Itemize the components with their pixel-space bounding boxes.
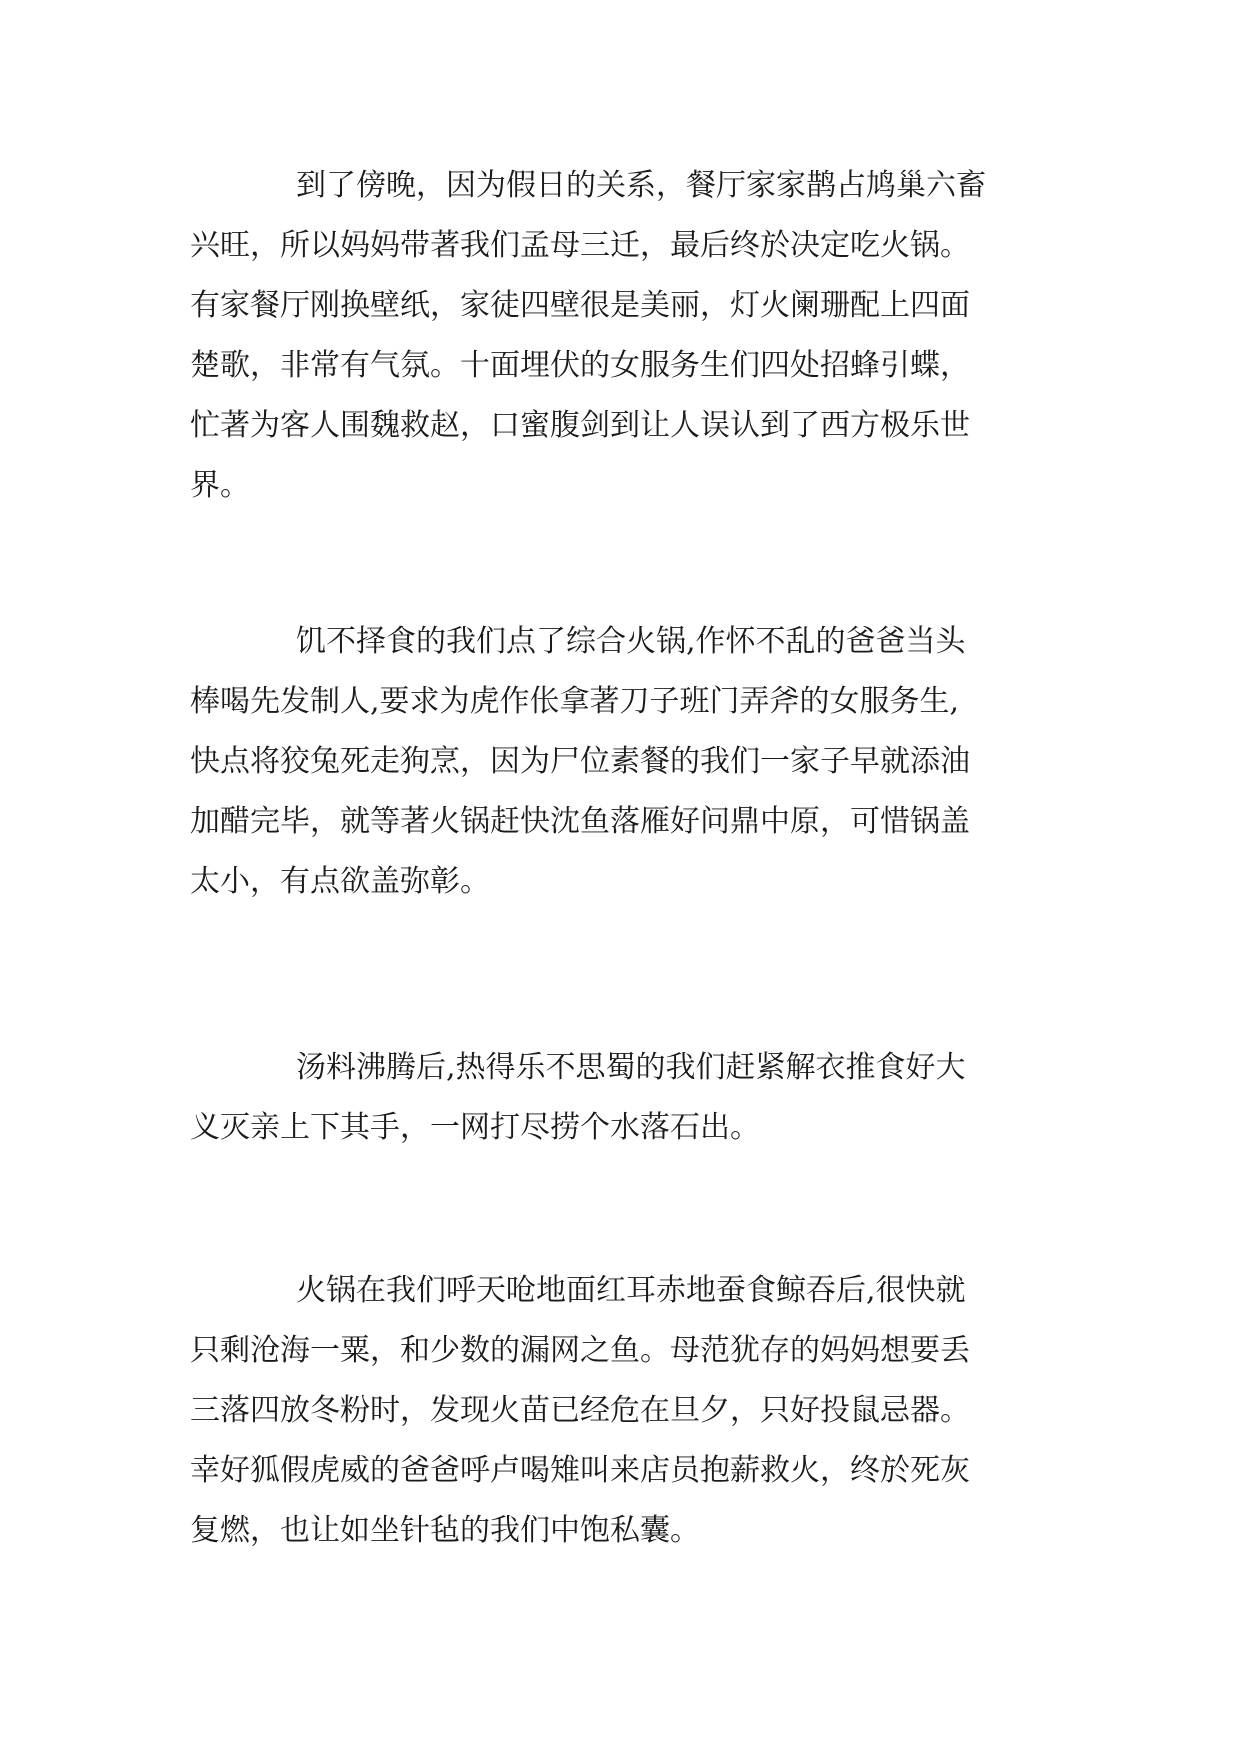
- paragraph-line: 复燃，也让如坐针毡的我们中饱私囊。: [190, 1513, 700, 1548]
- paragraph-2: [190, 612, 1060, 912]
- paragraph-line: 快点将狡兔死走狗烹，因为尸位素餐的我们一家子早就添油: [190, 744, 970, 779]
- paragraph-line: 有家餐厅刚换壁纸，家徒四壁很是美丽，灯火阑珊配上四面: [190, 288, 970, 323]
- paragraph-line: 棒喝先发制人,要求为虎作伥拿著刀子班门弄斧的女服务生,: [190, 684, 960, 719]
- paragraph-line: 加醋完毕，就等著火锅赶快沈鱼落雁好问鼎中原，可惜锅盖: [190, 804, 970, 839]
- paragraph-line: 饥不择食的我们点了综合火锅,作怀不乱的爸爸当头: [296, 624, 966, 659]
- paragraph-line: 楚歌，非常有气氛。十面埋伏的女服务生们四处招蜂引蝶，: [190, 348, 970, 383]
- paragraph-line: 兴旺，所以妈妈带著我们孟母三迁，最后终於决定吃火锅。: [190, 228, 970, 263]
- paragraph-line: 到了傍晚，因为假日的关系，餐厅家家鹊占鸠巢六畜: [296, 168, 986, 203]
- paragraph-3: [190, 1038, 1060, 1158]
- paragraph-line: 界。: [190, 468, 250, 503]
- paragraph-1: [190, 156, 1060, 516]
- paragraph-line: 太小，有点欲盖弥彰。: [190, 864, 490, 899]
- paragraph-line: 幸好狐假虎威的爸爸呼卢喝雉叫来店员抱薪救火，终於死灰: [190, 1453, 970, 1488]
- paragraph-line: 只剩沧海一粟，和少数的漏网之鱼。母范犹存的妈妈想要丢: [190, 1333, 970, 1368]
- paragraph-line: 汤料沸腾后,热得乐不思蜀的我们赶紧解衣推食好大: [296, 1050, 966, 1085]
- paragraph-line: 忙著为客人围魏救赵，口蜜腹剑到让人误认到了西方极乐世: [190, 408, 970, 443]
- paragraph-line: 义灭亲上下其手，一网打尽捞个水落石出。: [190, 1110, 760, 1145]
- paragraph-4: [190, 1261, 1060, 1561]
- paragraph-line: 三落四放冬粉时，发现火苗已经危在旦夕，只好投鼠忌器。: [190, 1393, 970, 1428]
- paragraph-line: 火锅在我们呼天呛地面红耳赤地蚕食鲸吞后,很快就: [296, 1273, 966, 1308]
